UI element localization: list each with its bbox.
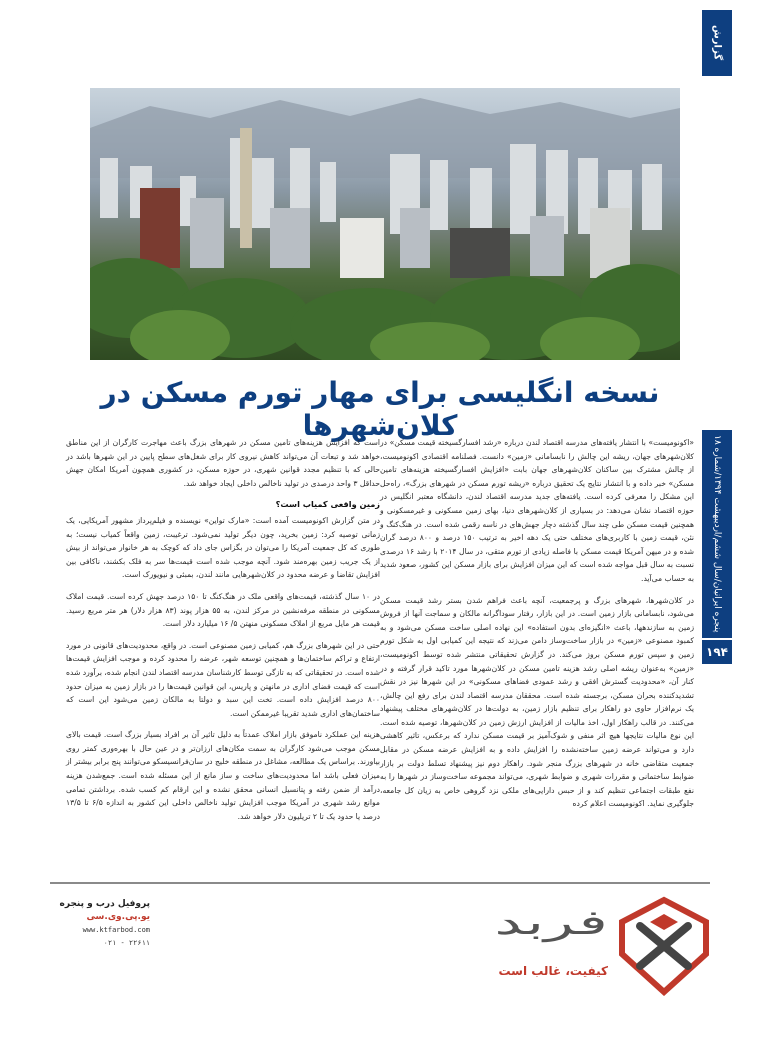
paragraph: هزینه این عملکرد ناموفق بازار املاک عمدتاً به دلیل تاثیر آن بر افراد بسیار بزرگ است. قیمت بالای مسکن موجب می‌شود کارگران به سمت مکان‌های ارزان‌تر و در عین حال با بهره‌وری کمتر روی بیاورند. براساس یک مطالعه، مشاغل در منطقه خلیج در سان‌فرانسیسکو می‌توانند پنج برابر بیشتر از میزان فعلی باشد اما محدودیت‌های ساخت و ساز مانع از این مسئله شده است. جمع‌شدن هزینه درآمد از ضمن رفته و پتانسیل انسانی محقق نشده و این ارقام کم کسب شده. برداشتن تمامی موانع رشد شهری در آمریکا موجب افزایش تولید ناخالص داخلی این کشور به اندازه ۶/۵ تا ۱۳/۵ درصد یا حدود یک تا ۲ تریلیون دلار خواهد شد. bbox=[66, 730, 380, 821]
section-label: گزارش bbox=[711, 25, 723, 61]
section-tab bbox=[702, 10, 732, 76]
ad-slogan: کیفیت، غالب است bbox=[498, 964, 608, 978]
paragraph: «اکونومیست» با انتشار یافته‌های مدرسه اقتصاد لندن درباره «رشد افسارگسیخته قیمت مسکن» در کلان‌شهرهای جهان، ریشه این چالش را نابسامانی «زمین» دانست. فصلنامه اقتصادی اکونومیست، از چالش مشترک بین ساکنان کلان‌شهرهای جهان بابت «افزایش افسارگسیخته هزینه‌های تامین مسکن» خبر داده و با انتشار نتایج یک تحقیق درباره «ریشه تورم مسکن در شهرهای بزرگ»، راه‌حل این مشکل را معرفی کرده است. یافته‌های جدید مدرسه اقتصاد لندن، دانشگاه معتبر انگلیس در حوزه اقتصاد نشان می‌دهد: در بسیاری از کلان‌شهرهای دنیا، بهای زمین مسکونی و غیرمسکونی و همچنین قیمت مسکن طی چند سال گذشته دچار جهش‌های در ناسه رقمی شده است. در هنگ‌کنگ و نئن، قیمت زمین با کاربری‌های مختلف حتی یک دهه اخیر به ترتیب ۱۵۰ درصد و ۸۰۰ درصد گران شده و در میهن آمریکا قیمت مسکن با فاصله زیادی از تورم متقی، در سال ۲۰۱۴ با رشد ۱۶ درصدی نسبت به سال قبل مواجه شده است که این میزان افزایش برای بازار مسکن این کشور، صعود شدید به حساب می‌آید. bbox=[380, 438, 694, 583]
article-column-left bbox=[66, 436, 380, 831]
product-line: پروفیل درب و پنجره bbox=[59, 899, 150, 909]
paragraph: در ۱۰ سال گذشته، قیمت‌های واقعی ملک در هنگ‌کنگ تا ۱۵۰ درصد جهش کرده است. قیمت املاک مسکونی در منطقه مرفه‌نشین در مرکز لندن، به ۵۵ هزار پوند (۸۳ هزار دلار) هر متر مربع رسید. قیمت هر مایل مربع از املاک مسکونی منهتن ۵/ ۱۶ میلیارد دلار است. bbox=[66, 591, 380, 629]
paragraph: است که افزایش هزینه‌های تامین مسکن در شهرهای بزرگ باعث مهاجرت کارگران از این مناطق خواهد شد و تبعات آن می‌تواند کاهش نیروی کار برای شغل‌های سطح پایین در این شهرها باشد در حالی که با تنظیم مجدد قوانین شهری، در حوزه مسکن، در کشوری همچون آمریکا امکان جهش حداقل ۳ واحد درصدی در تولید ناخالص داخلی ایجاد خواهد شد. bbox=[66, 438, 380, 488]
materials: یو.پی.وی.سی bbox=[86, 912, 150, 922]
ad-divider bbox=[50, 882, 710, 884]
phone-number: ۰۲۱ - ۲۲۶۱۱ bbox=[103, 939, 150, 947]
brand-emblem-icon bbox=[618, 896, 710, 1000]
city-skyline-graphic bbox=[90, 88, 680, 360]
running-head-strip bbox=[702, 430, 732, 638]
article-column-right bbox=[380, 436, 694, 819]
paragraph: حتی در این شهرهای بزرگ هم، کمیابی زمین مصنوعی است. در واقع، محدودیت‌های قانونی در مورد ارتفاع و تراکم ساختمان‌ها و همچنین توسعه شهر، عرضه را محدود کرده و موجب افزایش قیمت‌ها شده است. در تحقیقاتی که به تازگی توسط کارشناسان مدرسه اقتصاد لندن انجام شده، برآورد شده است که قیمت فضای اداری در مانهتن و پاریس، این قوانین قیمت‌ها را در بازار زمین به میزان حدود ۸۰۰ درصد افزایش داده است. تخت این سبد و دولتا به مالکان زمین می‌شود این است که ساختمان‌های اداری شدید تقریبا غیرممکن است. bbox=[66, 640, 380, 718]
advertisement bbox=[40, 882, 720, 1032]
paragraph: در کلان‌شهرها، شهرهای بزرگ و پرجمعیت، آنچه باعث فراهم شدن بستر رشد قیمت مسکن می‌شود، نابسامانی بازار زمین است. در این بازار، رفتار سوداگرانه مالکان و سماجت آنها از فروش زمین به سازندهها، باعث «انگیزه‌ای بدون استفاده» این نهاده اصلی ساخت مسکن می‌شود و به کمبود مصنوعی «زمین» در بازار ساخت‌وساز دامن می‌زند که نتیجه این کمیابی اول به شکل تورم زمین و سپس تورم مسکن بروز می‌کند. در گزارش تحقیقاتی منتشر شده توسط اکونومیست، «زمین» به‌عنوان ریشه اصلی رشد هزینه تامین مسکن در کلان‌شهرها مورد تاکید قرار گرفته و در کنار آن، «محدودیت گسترش افقی و رشد عمودی فضاهای مسکونی» در این شهرها نیز در نقش تشدیدکننده بحران مسکن، برجسته شده است. محققان مدرسه اقتصاد لندن برای رفع این چالش، یک نرم‌افزار حاوی دو راهکار برای تنظیم بازار زمین، به دولت‌ها در کلان‌شهرهای مختلف پیشنهاد می‌کنند. در قالب راهکار اول، اخذ مالیات از افزایش ارزش زمین در کلان‌شهرها، توصیه شده است. این نوع مالیات نتایجها هیچ اثر منفی و شوک‌آمیز بر قیمت مسکن ندارد که برعکس، تاثیر کاهشی دارد و می‌تواند عرضه زمین ساخته‌نشده را افزایش داده و به افزایش عرضه مسکن در مقابل جمعیت متقاضی خانه در شهرهای بزرگ منجر شود. راهکار دوم نیز پیشنهاد تسلط دولت بر بازار ضوابط ساختمانی و مقررات شهری و ضوابط شهری، می‌تواند مجموعه ساخت‌وساز در شهرها را به نفع طبقات اجتماعی تنظیم کند و از حبس دارایی‌های ملکی نزد گروهی خاص به زیان کل جامعه، جلوگیری نماید. اکونومیست اعلام کرده bbox=[380, 595, 694, 809]
article-headline: نسخه انگلیسی برای مهار تورم مسکن در کلان‌شهرها bbox=[100, 376, 660, 442]
brand-logo: فربد bbox=[494, 902, 608, 943]
paragraph: در متن گزارش اکونومیست آمده است: «مارک تواین» نویسنده و فیلم‌پرداز مشهور آمریکایی، یک زمانی توصیه کرد: زمین بخرید، چون دیگر تولید نمی‌شود. ترغیبت، زمین واقعاً کمیاب نیست؛ به طوری که کل جمعیت آمریکا را می‌توان در بگزاس جای داد که کوچک به هر خانوار می‌تواند از بیش از یک جریب زمین بهره‌مند شود. آنچه موجب شده است قیمت‌ها سر به فلک بکشند، ناکافی بین افزایش تقاضا و عرضه محدود در کلان‌شهرهایی مانند لندن، بمبئی و نیویورک است. bbox=[66, 515, 380, 580]
subheading: زمین واقعی کمیاب است؟ bbox=[275, 499, 380, 510]
ad-contact bbox=[40, 898, 150, 950]
website-link[interactable]: www.ktfarbod.com bbox=[82, 926, 150, 934]
running-head: پنجره ایرانیان/سال ششم/اردیبهشت ۱۳۹۴/شماره ۱۸ bbox=[712, 435, 722, 633]
article-photo bbox=[90, 88, 680, 360]
page-number: ۱۹۴ bbox=[702, 640, 732, 664]
